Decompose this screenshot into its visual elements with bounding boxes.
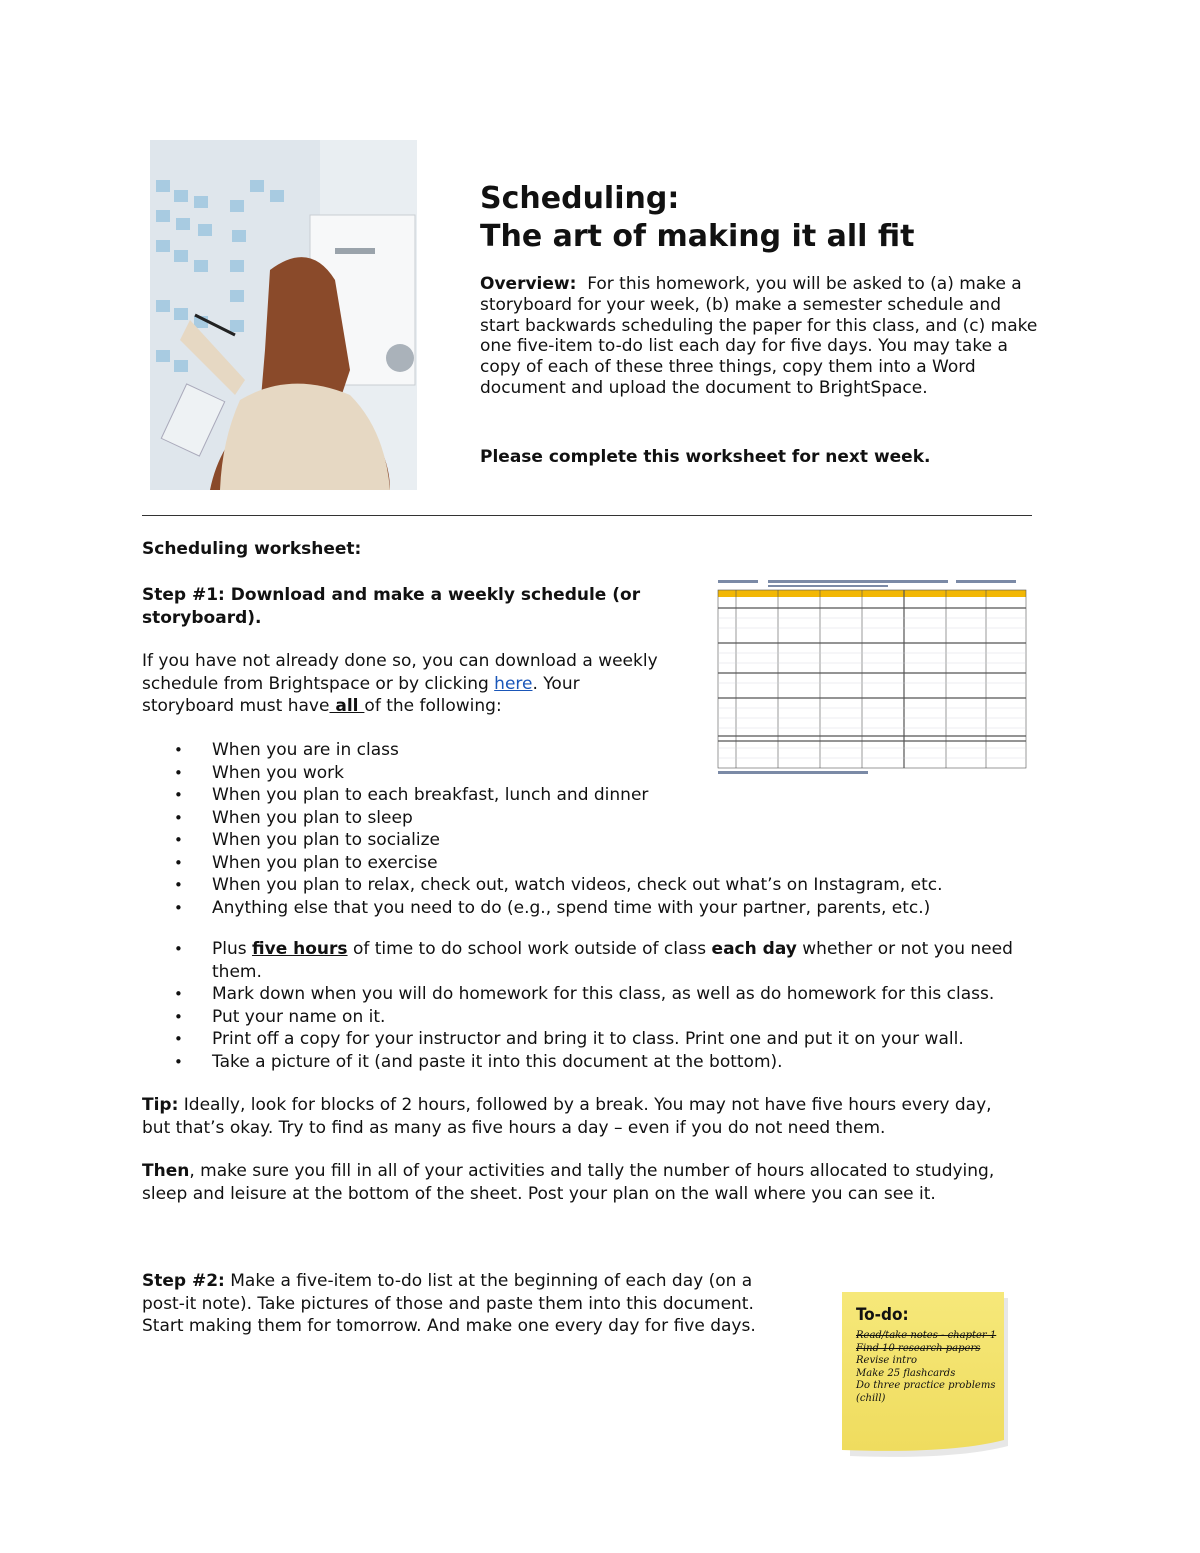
- list-item: • When you plan to each breakfast, lunch and dinner: [142, 784, 1042, 807]
- intro-text: schedule from Brightspace or by clicking: [142, 673, 495, 694]
- list-item-five-hours: [142, 938, 1062, 983]
- sticky-title: To-do:: [856, 1305, 909, 1325]
- title-line-1: Scheduling:: [480, 181, 680, 216]
- step2-paragraph: [142, 1270, 756, 1338]
- step2-text: Start making them for tomorrow. And make one every day for five days.: [142, 1316, 756, 1336]
- intro-text: . Your: [532, 673, 580, 694]
- intro-text: storyboard must have: [142, 696, 330, 716]
- sticky-item: Make 25 flashcards: [856, 1367, 956, 1379]
- overview-label: Overview:: [480, 274, 577, 294]
- list-text: of time to do school work outside of class: [347, 939, 712, 959]
- sticky-items: [856, 1330, 1006, 1405]
- here-link[interactable]: here: [494, 673, 533, 694]
- step1-heading-line1: Step #1: Download and make a weekly schedule (or: [142, 585, 641, 605]
- then-text: sleep and leisure at the bottom of the sheet. Post your plan on the wall where you can see it.: [142, 1183, 936, 1204]
- intro-line-2: [142, 673, 658, 696]
- list-text: Plus: [212, 939, 253, 959]
- tip-text: Ideally, look for blocks of 2 hours, followed by a break. You may not have five hours every day,: [178, 1095, 992, 1115]
- sticky-item: (chill): [856, 1392, 886, 1404]
- step1-heading: [142, 584, 640, 629]
- step1-intro: [142, 650, 658, 718]
- whiteboard-photo: [150, 140, 417, 490]
- all-emphasis: all: [329, 696, 365, 716]
- step2-text: post-it note). Take pictures of those and paste them into this document.: [142, 1293, 754, 1314]
- tip-text: but that’s okay. Try to find as many as five hours a day – even if you do not need them.: [142, 1117, 886, 1138]
- page-title: [480, 180, 914, 256]
- list-item: • Put your name on it.: [142, 1006, 1062, 1029]
- complete-note: Please complete this worksheet for next week.: [480, 447, 931, 467]
- sticky-item-done: Find 10 research papers: [856, 1342, 981, 1354]
- step1-heading-line2: storyboard).: [142, 607, 262, 628]
- list-item: • When you plan to exercise: [142, 852, 1042, 875]
- list-item: • When you are in class: [142, 739, 1042, 762]
- list-item: • When you work: [142, 762, 1042, 785]
- list-item: • When you plan to relax, check out, watch videos, check out what’s on Instagram, etc.: [142, 874, 1042, 897]
- then-text: , make sure you fill in all of your activities and tally the number of hours allocated to studying,: [189, 1161, 995, 1181]
- divider: [142, 515, 1032, 516]
- each-day-emphasis: each day: [711, 939, 797, 959]
- list-item: • When you plan to sleep: [142, 807, 1042, 830]
- intro-text: of the following:: [364, 696, 502, 716]
- list-text: whether or not you need: [796, 939, 1013, 959]
- list-item: • Anything else that you need to do (e.g., spend time with your partner, parents, etc.): [142, 897, 1042, 920]
- intro-line-1: If you have not already done so, you can download a weekly: [142, 651, 658, 671]
- step2-text: Make a five-item to-do list at the beginning of each day (on a: [224, 1271, 753, 1291]
- intro-line-3: [142, 695, 658, 718]
- list-item: • When you plan to socialize: [142, 829, 1042, 852]
- list-item: • Take a picture of it (and paste it into this document at the bottom).: [142, 1051, 1062, 1074]
- then-label: Then: [142, 1161, 190, 1181]
- tip-paragraph: [142, 1094, 992, 1139]
- list-item: • Print off a copy for your instructor and bring it to class. Print one and put it on your wall.: [142, 1028, 1062, 1051]
- five-hours-emphasis: five hours: [252, 939, 348, 959]
- sticky-item-done: Read/take notes - chapter 1: [856, 1330, 997, 1341]
- todo-sticky-note: [840, 1290, 1010, 1458]
- overview-paragraph: [480, 274, 1040, 399]
- then-paragraph: [142, 1160, 994, 1205]
- step2-label: Step #2:: [142, 1271, 225, 1291]
- additional-requirements-list: [142, 938, 1062, 1073]
- overview-text: For this homework, you will be asked to (a) make a storyboard for your week, (b) make a semester schedule and start backwards scheduling the paper for this class, and (c) make one five-item to-do list each day for five days. You may take a copy of each of these three things, copy them into a Word document and upload the document to BrightSpace.: [480, 274, 1038, 398]
- worksheet-heading: Scheduling worksheet:: [142, 539, 362, 559]
- sticky-item: Revise intro: [856, 1355, 917, 1366]
- list-item: • Mark down when you will do homework for this class, as well as do homework for this class.: [142, 983, 1062, 1006]
- tip-label: Tip:: [142, 1095, 179, 1115]
- sticky-item: Do three practice problems: [856, 1380, 996, 1391]
- weekly-schedule-thumbnail: [716, 578, 1028, 788]
- list-text: them.: [212, 961, 262, 982]
- title-line-2: The art of making it all fit: [480, 219, 915, 254]
